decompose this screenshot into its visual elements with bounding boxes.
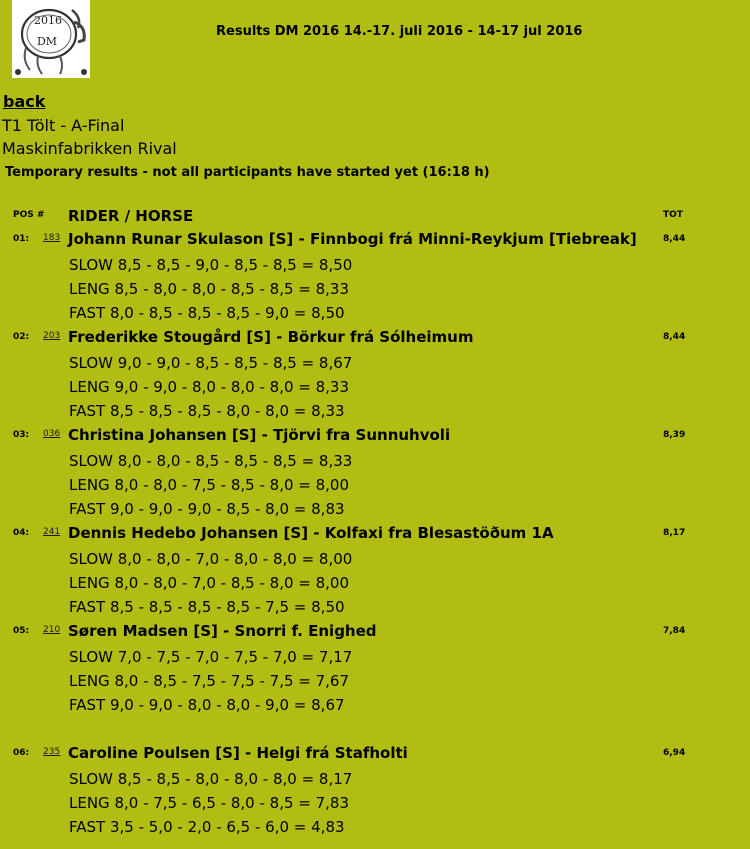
- logo-emblem-icon: [12, 0, 90, 78]
- score-line-leng: LENG 8,0 - 8,0 - 7,5 - 8,5 - 8,0 = 8,00: [69, 476, 350, 494]
- start-number-link[interactable]: 210: [43, 625, 61, 635]
- result-position: 02:: [13, 332, 30, 342]
- rider-horse-name: Dennis Hedebo Johansen [S] - Kolfaxi fra Blesastöðum 1A: [68, 524, 554, 542]
- start-number-link[interactable]: 183: [43, 233, 61, 243]
- logo-text: DM: [36, 35, 58, 48]
- back-link[interactable]: back: [3, 92, 46, 111]
- column-header-rider-horse: RIDER / HORSE: [68, 207, 194, 225]
- column-header-pos: POS #: [13, 210, 45, 220]
- score-line-slow: SLOW 8,0 - 8,0 - 8,5 - 8,5 - 8,5 = 8,33: [69, 452, 353, 470]
- score-line-leng: LENG 9,0 - 9,0 - 8,0 - 8,0 - 8,0 = 8,33: [69, 378, 350, 396]
- page-title: Results DM 2016 14.-17. juli 2016 - 14-17 jul 2016: [216, 24, 583, 39]
- event-title: T1 Tölt - A-Final: [2, 116, 125, 135]
- rider-horse-name: Frederikke Stougård [S] - Börkur frá Sólheimum: [68, 328, 474, 346]
- score-line-fast: FAST 8,5 - 8,5 - 8,5 - 8,0 - 8,0 = 8,33: [69, 402, 345, 420]
- score-line-leng: LENG 8,5 - 8,0 - 8,0 - 8,5 - 8,5 = 8,33: [69, 280, 350, 298]
- score-line-fast: FAST 8,0 - 8,5 - 8,5 - 8,5 - 9,0 = 8,50: [69, 304, 345, 322]
- result-position: 03:: [13, 430, 30, 440]
- rider-horse-name: Johann Runar Skulason [S] - Finnbogi frá Minni-Reykjum [Tiebreak]: [68, 230, 637, 248]
- rider-horse-name: Søren Madsen [S] - Snorri f. Enighed: [68, 622, 377, 640]
- total-score: 8,44: [663, 234, 686, 244]
- result-position: 05:: [13, 626, 30, 636]
- rider-horse-name: Caroline Poulsen [S] - Helgi frá Stafholti: [68, 744, 408, 762]
- score-line-slow: SLOW 7,0 - 7,5 - 7,0 - 7,5 - 7,0 = 7,17: [69, 648, 353, 666]
- score-line-leng: LENG 8,0 - 8,5 - 7,5 - 7,5 - 7,5 = 7,67: [69, 672, 350, 690]
- total-score: 8,39: [663, 430, 686, 440]
- dm-2016-logo: [12, 0, 90, 78]
- start-number-link[interactable]: 203: [43, 331, 61, 341]
- result-position: 04:: [13, 528, 30, 538]
- score-line-slow: SLOW 8,5 - 8,5 - 9,0 - 8,5 - 8,5 = 8,50: [69, 256, 353, 274]
- score-line-slow: SLOW 8,0 - 8,0 - 7,0 - 8,0 - 8,0 = 8,00: [69, 550, 353, 568]
- score-line-leng: LENG 8,0 - 8,0 - 7,0 - 8,5 - 8,0 = 8,00: [69, 574, 350, 592]
- column-header-tot: TOT: [663, 210, 683, 220]
- score-line-fast: FAST 3,5 - 5,0 - 2,0 - 6,5 - 6,0 = 4,83: [69, 818, 345, 836]
- score-line-fast: FAST 9,0 - 9,0 - 9,0 - 8,5 - 8,0 = 8,83: [69, 500, 345, 518]
- event-sponsor: Maskinfabrikken Rival: [2, 139, 177, 158]
- rider-horse-name: Christina Johansen [S] - Tjörvi fra Sunnuhvoli: [68, 426, 451, 444]
- temporary-results-note: Temporary results - not all participants have started yet (16:18 h): [5, 165, 490, 180]
- start-number-link[interactable]: 235: [43, 747, 61, 757]
- score-line-slow: SLOW 8,5 - 8,5 - 8,0 - 8,0 - 8,0 = 8,17: [69, 770, 353, 788]
- score-line-fast: FAST 8,5 - 8,5 - 8,5 - 8,5 - 7,5 = 8,50: [69, 598, 345, 616]
- result-position: 06:: [13, 748, 30, 758]
- total-score: 8,17: [663, 528, 686, 538]
- result-position: 01:: [13, 234, 30, 244]
- logo-year: 2016: [34, 14, 62, 27]
- score-line-slow: SLOW 9,0 - 9,0 - 8,5 - 8,5 - 8,5 = 8,67: [69, 354, 353, 372]
- start-number-link[interactable]: 036: [43, 429, 61, 439]
- score-line-leng: LENG 8,0 - 7,5 - 6,5 - 8,0 - 8,5 = 7,83: [69, 794, 350, 812]
- total-score: 7,84: [663, 626, 686, 636]
- total-score: 8,44: [663, 332, 686, 342]
- score-line-fast: FAST 9,0 - 9,0 - 8,0 - 8,0 - 9,0 = 8,67: [69, 696, 345, 714]
- total-score: 6,94: [663, 748, 686, 758]
- start-number-link[interactable]: 241: [43, 527, 61, 537]
